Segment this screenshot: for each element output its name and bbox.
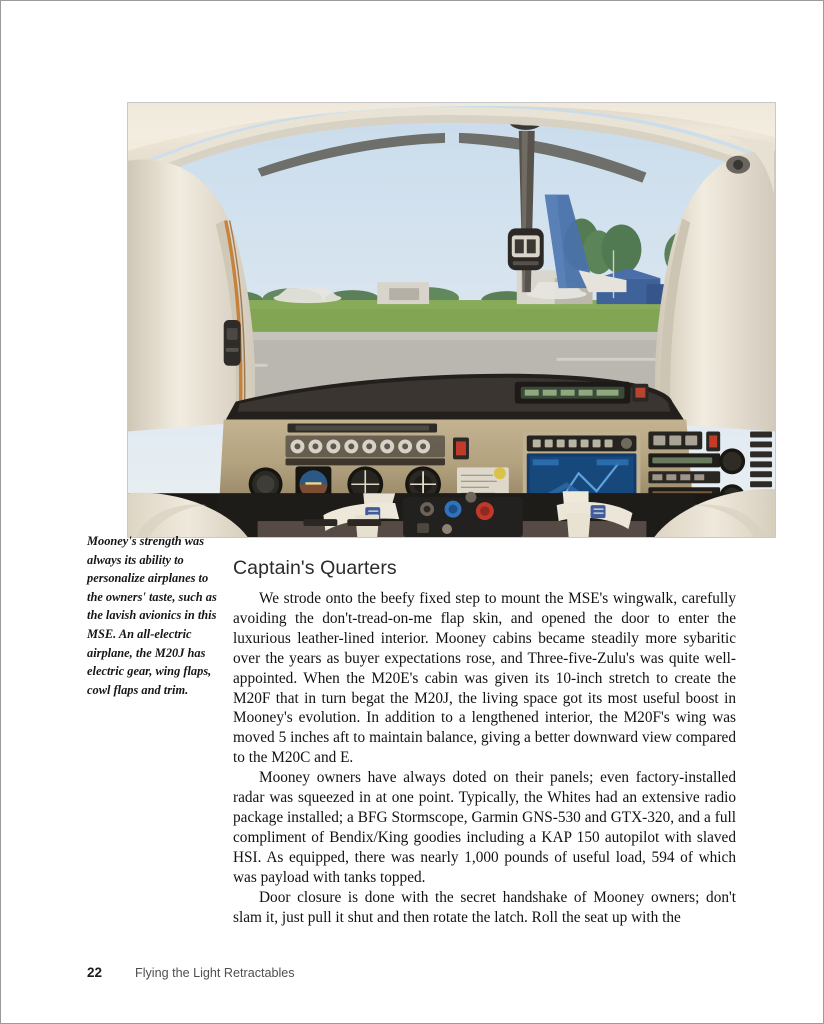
pillar-accessory bbox=[224, 320, 241, 366]
main-text-column bbox=[233, 556, 736, 927]
body-paragraph-3: Door closure is done with the secret handshake of Mooney owners; don't slam it, just pull it shut and then rotate the latch. Roll the seat up with the bbox=[233, 888, 736, 926]
page-number: 22 bbox=[87, 965, 103, 980]
cockpit-illustration bbox=[128, 103, 775, 537]
red-guarded-switch bbox=[706, 431, 720, 451]
body-paragraph-1: We strode onto the beefy fixed step to mount the MSE's wingwalk, carefully avoiding the don't-tread-on-me flap skin, and opened the door to enter the luxurious leather-lined interior. Mooney cabins became steadily more sybaritic over the years as buyer expectations rose, and Three-five-Zulu's was quite well-appointed. When the M20E's cabin was given its 10-inch stretch to create the M20F that in turn begat the M20J, the living space got its most useful boost in Mooney's evolution. In addition to a lengthened interior, the M20F's wing was moved 5 inches aft to maintain balance, giving a better downward view compared to the M20C and E. bbox=[233, 590, 736, 767]
glareshield-switch bbox=[632, 384, 648, 402]
window-latch bbox=[726, 156, 750, 174]
engine-gauge-cluster bbox=[286, 435, 446, 465]
page-footer bbox=[87, 965, 295, 980]
body-paragraph-2: Mooney owners have always doted on their panels; even factory-installed radar was squeezed in at one point. Typically, the Whites had an extensive radio package installed; a BFG Stormscope, Garmin GNS-530 and GTX-320, and a full compliment of Bendix/King goodies including a KAP 150 autopilot with slaved HSI. As equipped, there was nearly 1,000 pounds of useful load, 594 of which was payload with tanks topped. bbox=[233, 769, 736, 886]
figure-caption: Mooney's strength was always its ability to personalize airplanes to the owners' taste, such as the lavish avionics in this MSE. An all-electric airplane, the M20J has electric gear, wing flaps, cowl flaps and trim. bbox=[87, 534, 217, 697]
annunciator-panel bbox=[515, 382, 631, 404]
throttle-quadrant bbox=[403, 492, 523, 537]
master-switch bbox=[453, 437, 469, 459]
magnetic-compass bbox=[508, 228, 544, 270]
book-title: Flying the Light Retractables bbox=[135, 966, 295, 980]
section-heading: Captain's Quarters bbox=[233, 557, 397, 579]
mooney-m20j-cockpit-photo bbox=[127, 102, 776, 538]
